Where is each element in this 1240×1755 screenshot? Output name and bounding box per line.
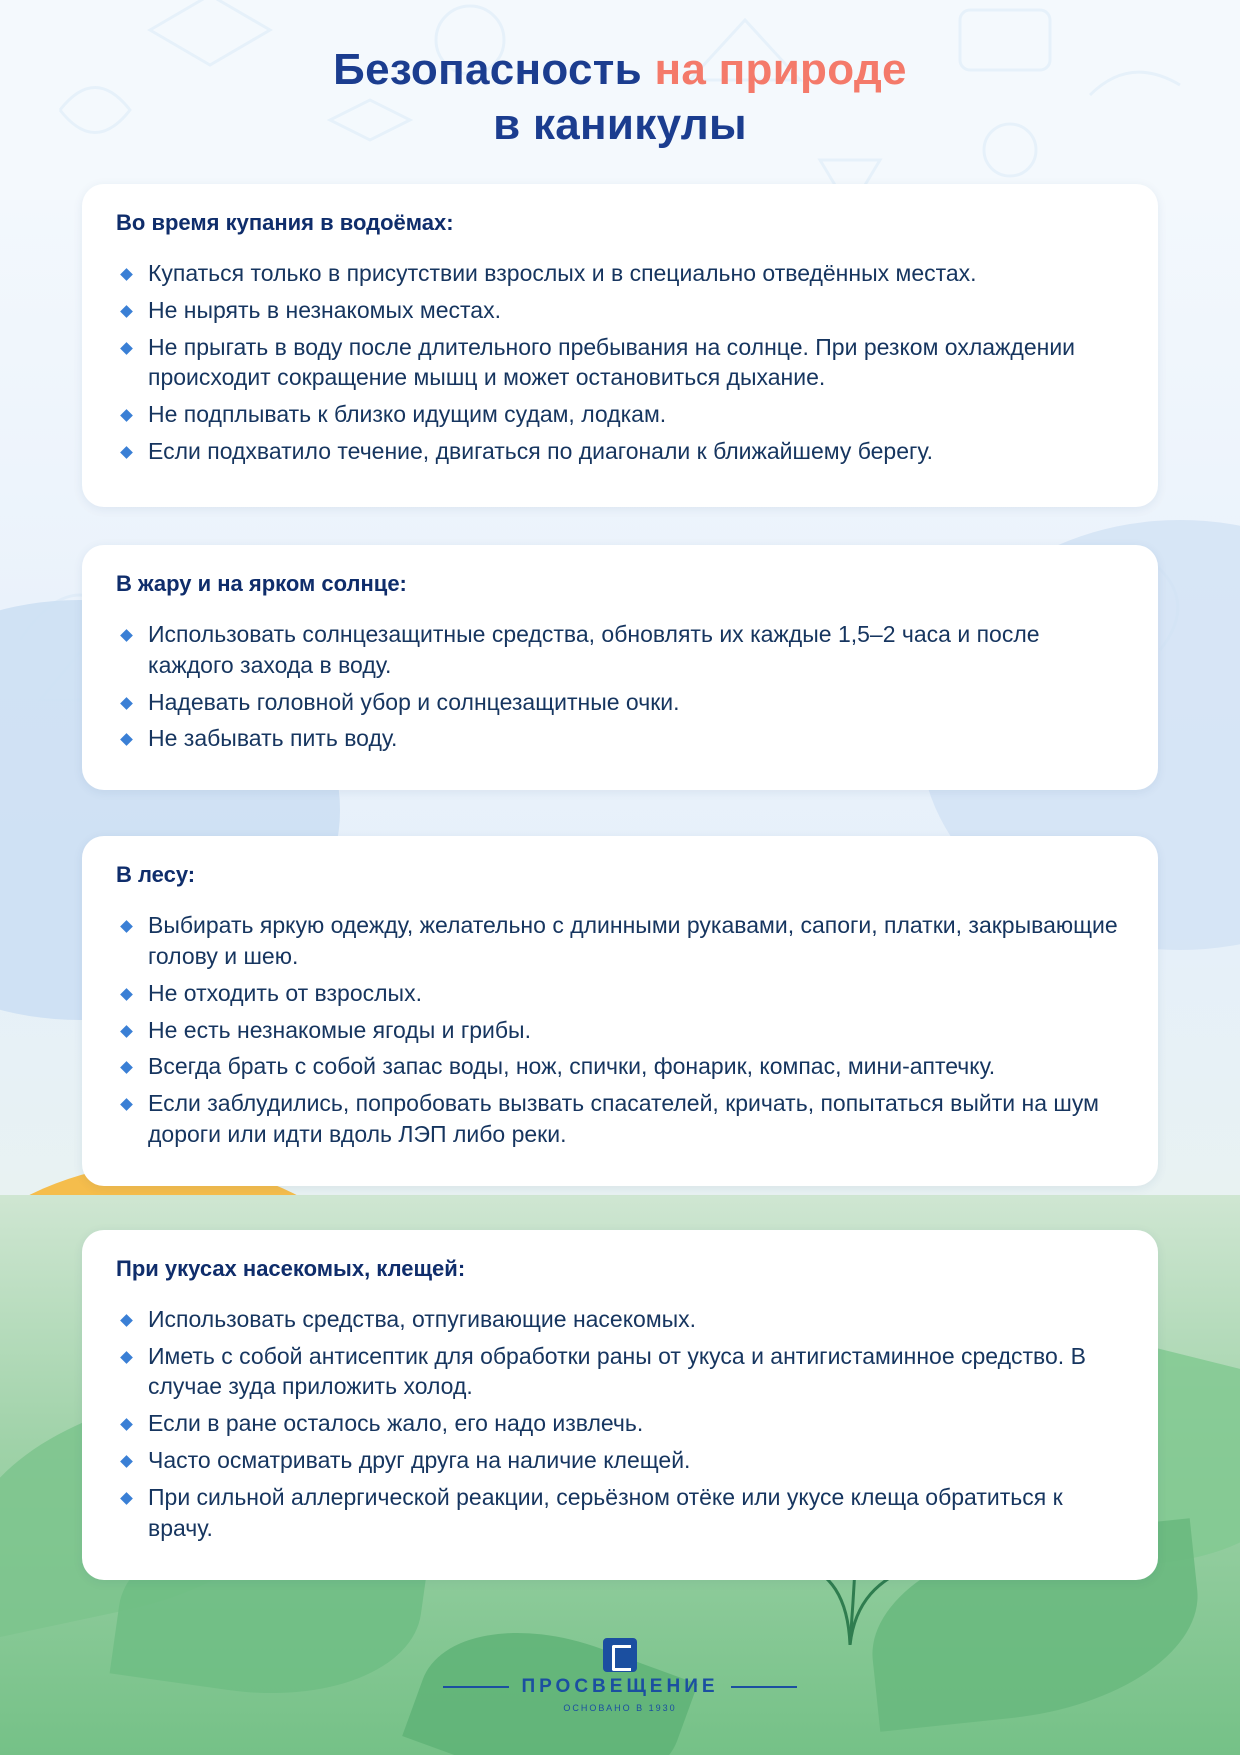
page-title <box>0 0 1240 152</box>
card-list <box>116 258 1124 467</box>
list-item: При сильной аллергической реакции, серьёзном отёке или укусе клеща обратиться к врачу. <box>116 1482 1124 1544</box>
card-list <box>116 1304 1124 1544</box>
card-heading: В лесу: <box>116 862 196 888</box>
list-item: Использовать средства, отпугивающие насекомых. <box>116 1304 1124 1335</box>
list-item: Не прыгать в воду после длительного пребывания на солнце. При резком охлаждении происходит сокращение мышц и может остановиться дыхание. <box>116 332 1124 394</box>
list-item: Часто осматривать друг друга на наличие клещей. <box>116 1445 1124 1476</box>
rule-line-right <box>731 1686 797 1688</box>
card-list <box>116 910 1124 1150</box>
card-heading: Во время купания в водоёмах: <box>116 210 454 235</box>
list-item: Не забывать пить воду. <box>116 723 1124 754</box>
brand-rule <box>0 1676 1240 1698</box>
card-insect-bites <box>82 1230 1158 1580</box>
publisher-logo <box>0 1638 1240 1713</box>
list-item: Надевать головной убор и солнцезащитные очки. <box>116 687 1124 718</box>
page-title-line1-main: Безопасность <box>333 45 655 94</box>
page-title-line1-accent: на природе <box>654 45 907 94</box>
page-title-line2: в каникулы <box>493 100 747 149</box>
card-heat-sun <box>82 545 1158 790</box>
card-swimming <box>82 184 1158 507</box>
card-forest <box>82 836 1158 1186</box>
list-item: Купаться только в присутствии взрослых и в специально отведённых местах. <box>116 258 1124 289</box>
list-item: Не нырять в незнакомых местах. <box>116 295 1124 326</box>
list-item: Если в ране осталось жало, его надо извлечь. <box>116 1408 1124 1439</box>
brand-name: ПРОСВЕЩЕНИЕ <box>521 1676 719 1697</box>
list-item: Не есть незнакомые ягоды и грибы. <box>116 1015 1124 1046</box>
card-list <box>116 619 1124 754</box>
book-logo-icon <box>603 1638 637 1672</box>
cards-container <box>82 152 1158 1580</box>
rule-line-left <box>443 1686 509 1688</box>
list-item: Не подплывать к близко идущим судам, лодкам. <box>116 399 1124 430</box>
list-item: Использовать солнцезащитные средства, обновлять их каждые 1,5–2 часа и после каждого захода в воду. <box>116 619 1124 681</box>
list-item: Выбирать яркую одежду, желательно с длинными рукавами, сапоги, платки, закрывающие голову и шею. <box>116 910 1124 972</box>
brand-since: ОСНОВАНО В 1930 <box>563 1703 677 1713</box>
list-item: Если заблудились, попробовать вызвать спасателей, кричать, попытаться выйти на шум дороги или идти вдоль ЛЭП либо реки. <box>116 1088 1124 1150</box>
list-item: Если подхватило течение, двигаться по диагонали к ближайшему берегу. <box>116 436 1124 467</box>
card-heading: При укусах насекомых, клещей: <box>116 1255 466 1281</box>
list-item: Всегда брать с собой запас воды, нож, спички, фонарик, компас, мини-аптечку. <box>116 1051 1124 1082</box>
card-heading: В жару и на ярком солнце: <box>116 570 407 596</box>
list-item: Иметь с собой антисептик для обработки раны от укуса и антигистаминное средство. В случае зуда приложить холод. <box>116 1341 1124 1403</box>
list-item: Не отходить от взрослых. <box>116 978 1124 1009</box>
